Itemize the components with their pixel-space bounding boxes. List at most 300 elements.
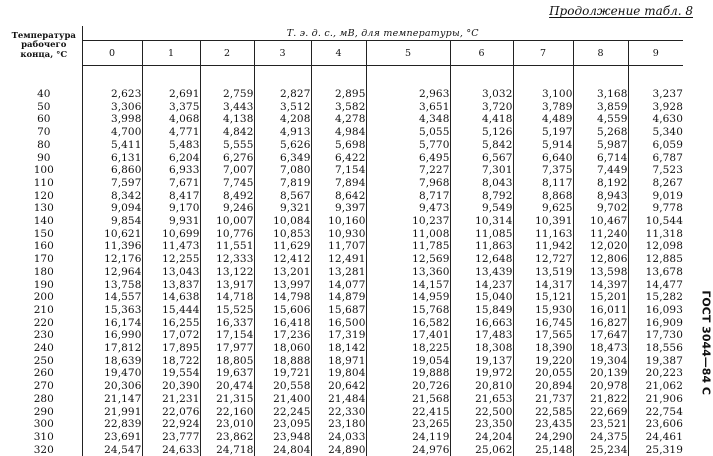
emf-value-cell: 21,737 <box>513 393 573 406</box>
emf-value-cell: 20,055 <box>513 367 573 380</box>
emf-value-cell: 7,007 <box>200 164 254 177</box>
emf-value-cell: 4,913 <box>254 126 311 139</box>
emf-value-cell: 25,148 <box>513 444 573 456</box>
emf-value-cell: 23,606 <box>628 418 683 431</box>
emf-value-cell: 25,319 <box>628 444 683 456</box>
table-row <box>6 367 683 380</box>
emf-value-cell: 18,225 <box>366 342 450 355</box>
emf-value-cell: 7,449 <box>573 164 628 177</box>
emf-value-cell: 5,340 <box>628 126 683 139</box>
row-temperature: 180 <box>6 266 82 279</box>
emf-value-cell: 6,131 <box>82 152 142 165</box>
emf-value-cell: 20,139 <box>573 367 628 380</box>
emf-value-cell: 10,237 <box>366 215 450 228</box>
emf-value-cell: 5,770 <box>366 139 450 152</box>
emf-value-cell: 15,687 <box>311 304 366 317</box>
emf-value-cell: 21,484 <box>311 393 366 406</box>
emf-value-cell: 16,093 <box>628 304 683 317</box>
row-temperature: 80 <box>6 139 82 152</box>
table-row <box>6 139 683 152</box>
emf-value-cell: 4,489 <box>513 113 573 126</box>
emf-value-cell: 4,630 <box>628 113 683 126</box>
column-header: 5 <box>366 41 450 66</box>
column-header-row <box>6 41 683 66</box>
emf-value-cell: 3,720 <box>450 101 513 114</box>
emf-value-cell: 12,255 <box>142 253 200 266</box>
emf-value-cell: 20,810 <box>450 380 513 393</box>
emf-value-cell: 12,412 <box>254 253 311 266</box>
emf-value-cell: 21,653 <box>450 393 513 406</box>
table-row <box>6 202 683 215</box>
emf-value-cell: 13,997 <box>254 279 311 292</box>
emf-value-cell: 20,726 <box>366 380 450 393</box>
emf-value-cell: 5,626 <box>254 139 311 152</box>
emf-value-cell: 24,461 <box>628 431 683 444</box>
emf-value-cell: 24,633 <box>142 444 200 456</box>
emf-value-cell: 16,663 <box>450 317 513 330</box>
row-temperature: 240 <box>6 342 82 355</box>
emf-value-cell: 5,126 <box>450 126 513 139</box>
emf-value-cell: 11,163 <box>513 228 573 241</box>
row-temperature: 160 <box>6 240 82 253</box>
emf-value-cell: 22,669 <box>573 406 628 419</box>
emf-value-cell: 7,154 <box>311 164 366 177</box>
column-header: 1 <box>142 41 200 66</box>
row-temperature: 110 <box>6 177 82 190</box>
emf-value-cell: 4,771 <box>142 126 200 139</box>
emf-value-cell: 18,473 <box>573 342 628 355</box>
emf-value-cell: 14,077 <box>311 279 366 292</box>
column-header: 7 <box>513 41 573 66</box>
emf-value-cell: 9,321 <box>254 202 311 215</box>
emf-value-cell: 11,785 <box>366 240 450 253</box>
emf-value-cell: 17,401 <box>366 329 450 342</box>
emf-value-cell: 22,754 <box>628 406 683 419</box>
emf-value-cell: 8,043 <box>450 177 513 190</box>
emf-value-cell: 17,565 <box>513 329 573 342</box>
emf-value-cell: 9,549 <box>450 202 513 215</box>
row-temperature: 120 <box>6 190 82 203</box>
table-row <box>6 253 683 266</box>
emf-value-cell: 23,010 <box>200 418 254 431</box>
row-header: Температура рабочего конца, °С <box>6 26 82 66</box>
emf-value-cell: 7,523 <box>628 164 683 177</box>
emf-value-cell: 6,714 <box>573 152 628 165</box>
emf-value-cell: 7,819 <box>254 177 311 190</box>
emf-value-cell: 13,519 <box>513 266 573 279</box>
emf-value-cell: 12,648 <box>450 253 513 266</box>
emf-value-cell: 10,007 <box>200 215 254 228</box>
emf-value-cell: 19,054 <box>366 355 450 368</box>
emf-value-cell: 5,197 <box>513 126 573 139</box>
emf-value-cell: 12,333 <box>200 253 254 266</box>
emf-value-cell: 14,879 <box>311 291 366 304</box>
emf-value-cell: 19,470 <box>82 367 142 380</box>
emf-value-cell: 6,860 <box>82 164 142 177</box>
emf-value-cell: 6,567 <box>450 152 513 165</box>
emf-value-cell: 11,707 <box>311 240 366 253</box>
emf-value-cell: 21,231 <box>142 393 200 406</box>
emf-value-cell: 20,642 <box>311 380 366 393</box>
emf-value-cell: 24,290 <box>513 431 573 444</box>
emf-value-cell: 14,317 <box>513 279 573 292</box>
emf-value-cell: 8,943 <box>573 190 628 203</box>
emf-value-cell: 9,094 <box>82 202 142 215</box>
row-temperature: 70 <box>6 126 82 139</box>
emf-value-cell: 18,639 <box>82 355 142 368</box>
table-row <box>6 126 683 139</box>
emf-value-cell: 12,098 <box>628 240 683 253</box>
emf-value-cell: 17,154 <box>200 329 254 342</box>
row-temperature: 250 <box>6 355 82 368</box>
emf-value-cell: 9,702 <box>573 202 628 215</box>
emf-value-cell: 3,998 <box>82 113 142 126</box>
column-header: 6 <box>450 41 513 66</box>
emf-value-cell: 17,072 <box>142 329 200 342</box>
emf-value-cell: 17,319 <box>311 329 366 342</box>
emf-value-cell: 17,483 <box>450 329 513 342</box>
emf-value-cell: 3,651 <box>366 101 450 114</box>
emf-value-cell: 10,391 <box>513 215 573 228</box>
emf-value-cell: 18,888 <box>254 355 311 368</box>
emf-value-cell: 13,043 <box>142 266 200 279</box>
row-temperature: 290 <box>6 406 82 419</box>
emf-value-cell: 23,777 <box>142 431 200 444</box>
emf-value-cell: 14,477 <box>628 279 683 292</box>
emf-value-cell: 21,822 <box>573 393 628 406</box>
table-row <box>6 342 683 355</box>
emf-value-cell: 24,375 <box>573 431 628 444</box>
emf-value-cell: 22,924 <box>142 418 200 431</box>
emf-value-cell: 18,556 <box>628 342 683 355</box>
emf-value-cell: 16,990 <box>82 329 142 342</box>
emf-value-cell: 4,208 <box>254 113 311 126</box>
emf-value-cell: 16,745 <box>513 317 573 330</box>
emf-value-cell: 4,559 <box>573 113 628 126</box>
table-row <box>6 444 683 456</box>
table-row <box>6 431 683 444</box>
emf-value-cell: 11,008 <box>366 228 450 241</box>
table-row <box>6 406 683 419</box>
emf-value-cell: 24,033 <box>311 431 366 444</box>
emf-value-cell: 14,959 <box>366 291 450 304</box>
emf-value-cell: 13,837 <box>142 279 200 292</box>
emf-value-cell: 10,084 <box>254 215 311 228</box>
emf-value-cell: 2,827 <box>254 88 311 101</box>
emf-value-cell: 21,906 <box>628 393 683 406</box>
emf-value-cell: 13,678 <box>628 266 683 279</box>
table-row <box>6 393 683 406</box>
emf-value-cell: 9,246 <box>200 202 254 215</box>
emf-value-cell: 4,984 <box>311 126 366 139</box>
emf-value-cell: 11,085 <box>450 228 513 241</box>
emf-value-cell: 10,776 <box>200 228 254 241</box>
emf-value-cell: 23,435 <box>513 418 573 431</box>
emf-value-cell: 7,745 <box>200 177 254 190</box>
emf-value-cell: 21,568 <box>366 393 450 406</box>
emf-value-cell: 24,547 <box>82 444 142 456</box>
emf-value-cell: 3,168 <box>573 88 628 101</box>
table-row <box>6 215 683 228</box>
emf-value-cell: 3,375 <box>142 101 200 114</box>
row-temperature: 170 <box>6 253 82 266</box>
emf-value-cell: 4,418 <box>450 113 513 126</box>
emf-value-cell: 7,375 <box>513 164 573 177</box>
emf-value-cell: 8,642 <box>311 190 366 203</box>
emf-value-cell: 19,220 <box>513 355 573 368</box>
table-body <box>6 66 683 456</box>
emf-value-cell: 23,095 <box>254 418 311 431</box>
emf-value-cell: 14,638 <box>142 291 200 304</box>
emf-value-cell: 2,963 <box>366 88 450 101</box>
emf-value-cell: 5,987 <box>573 139 628 152</box>
emf-value-cell: 10,160 <box>311 215 366 228</box>
emf-value-cell: 14,157 <box>366 279 450 292</box>
emf-value-cell: 3,237 <box>628 88 683 101</box>
emf-value-cell: 6,787 <box>628 152 683 165</box>
emf-value-cell: 4,348 <box>366 113 450 126</box>
emf-value-cell: 16,418 <box>254 317 311 330</box>
emf-value-cell: 8,192 <box>573 177 628 190</box>
emf-value-cell: 19,387 <box>628 355 683 368</box>
table-row <box>6 177 683 190</box>
emf-value-cell: 19,972 <box>450 367 513 380</box>
emf-value-cell: 19,637 <box>200 367 254 380</box>
emf-value-cell: 9,397 <box>311 202 366 215</box>
emf-value-cell: 20,390 <box>142 380 200 393</box>
emf-value-cell: 3,582 <box>311 101 366 114</box>
emf-value-cell: 13,281 <box>311 266 366 279</box>
emf-value-cell: 12,727 <box>513 253 573 266</box>
table-row <box>6 164 683 177</box>
emf-value-cell: 19,721 <box>254 367 311 380</box>
emf-value-cell: 3,032 <box>450 88 513 101</box>
column-header: 9 <box>628 41 683 66</box>
emf-value-cell: 16,174 <box>82 317 142 330</box>
emf-value-cell: 8,117 <box>513 177 573 190</box>
emf-value-cell: 4,138 <box>200 113 254 126</box>
emf-value-cell: 23,350 <box>450 418 513 431</box>
emf-value-cell: 16,500 <box>311 317 366 330</box>
emf-value-cell: 13,917 <box>200 279 254 292</box>
emf-value-cell: 24,890 <box>311 444 366 456</box>
emf-value-cell: 12,806 <box>573 253 628 266</box>
emf-value-cell: 7,968 <box>366 177 450 190</box>
emf-value-cell: 4,842 <box>200 126 254 139</box>
emf-value-cell: 15,201 <box>573 291 628 304</box>
column-header: 2 <box>200 41 254 66</box>
emf-value-cell: 24,804 <box>254 444 311 456</box>
emf-value-cell: 21,400 <box>254 393 311 406</box>
emf-value-cell: 6,495 <box>366 152 450 165</box>
emf-value-cell: 17,730 <box>628 329 683 342</box>
table-row <box>6 317 683 330</box>
emf-value-cell: 9,778 <box>628 202 683 215</box>
emf-value-cell: 11,551 <box>200 240 254 253</box>
emf-value-cell: 22,839 <box>82 418 142 431</box>
emf-value-cell: 6,276 <box>200 152 254 165</box>
emf-value-cell: 8,567 <box>254 190 311 203</box>
emf-value-cell: 14,237 <box>450 279 513 292</box>
emf-value-cell: 18,390 <box>513 342 573 355</box>
emf-value-cell: 21,315 <box>200 393 254 406</box>
emf-value-cell: 25,062 <box>450 444 513 456</box>
table-row <box>6 418 683 431</box>
emf-value-cell: 13,360 <box>366 266 450 279</box>
emf-value-cell: 8,717 <box>366 190 450 203</box>
emf-value-cell: 8,792 <box>450 190 513 203</box>
table-row <box>6 240 683 253</box>
emf-value-cell: 16,255 <box>142 317 200 330</box>
emf-value-cell: 16,909 <box>628 317 683 330</box>
emf-value-cell: 2,691 <box>142 88 200 101</box>
row-temperature: 40 <box>6 88 82 101</box>
emf-value-cell: 2,759 <box>200 88 254 101</box>
emf-value-cell: 22,500 <box>450 406 513 419</box>
emf-value-cell: 23,265 <box>366 418 450 431</box>
emf-value-cell: 15,040 <box>450 291 513 304</box>
emf-value-cell: 16,827 <box>573 317 628 330</box>
emf-value-cell: 14,557 <box>82 291 142 304</box>
emf-value-cell: 11,629 <box>254 240 311 253</box>
row-temperature: 130 <box>6 202 82 215</box>
table-row <box>6 113 683 126</box>
emf-value-cell: 5,842 <box>450 139 513 152</box>
table-row <box>6 88 683 101</box>
emf-value-cell: 10,314 <box>450 215 513 228</box>
column-header: 3 <box>254 41 311 66</box>
emf-value-cell: 4,068 <box>142 113 200 126</box>
row-temperature: 270 <box>6 380 82 393</box>
emf-value-cell: 24,718 <box>200 444 254 456</box>
emf-value-cell: 15,768 <box>366 304 450 317</box>
emf-value-cell: 7,671 <box>142 177 200 190</box>
emf-value-cell: 16,011 <box>573 304 628 317</box>
emf-value-cell: 24,976 <box>366 444 450 456</box>
emf-value-cell: 9,854 <box>82 215 142 228</box>
row-temperature: 60 <box>6 113 82 126</box>
emf-value-cell: 12,885 <box>628 253 683 266</box>
emf-value-cell: 23,691 <box>82 431 142 444</box>
emf-value-cell: 20,978 <box>573 380 628 393</box>
emf-value-cell: 23,862 <box>200 431 254 444</box>
emf-value-cell: 20,894 <box>513 380 573 393</box>
row-temperature: 230 <box>6 329 82 342</box>
emf-value-cell: 22,160 <box>200 406 254 419</box>
emf-value-cell: 8,868 <box>513 190 573 203</box>
emf-value-cell: 9,170 <box>142 202 200 215</box>
emf-value-cell: 15,282 <box>628 291 683 304</box>
emf-value-cell: 13,439 <box>450 266 513 279</box>
emf-value-cell: 17,977 <box>200 342 254 355</box>
emf-value-cell: 12,964 <box>82 266 142 279</box>
emf-value-cell: 18,308 <box>450 342 513 355</box>
emf-value-cell: 18,805 <box>200 355 254 368</box>
emf-value-cell: 8,417 <box>142 190 200 203</box>
emf-value-cell: 4,278 <box>311 113 366 126</box>
emf-value-cell: 21,062 <box>628 380 683 393</box>
row-temperature: 210 <box>6 304 82 317</box>
table-row <box>6 228 683 241</box>
emf-value-cell: 12,176 <box>82 253 142 266</box>
emf-value-cell: 11,318 <box>628 228 683 241</box>
supra-header: Т. э. д. с., мВ, для температуры, °С <box>82 26 683 41</box>
emf-value-cell: 6,640 <box>513 152 573 165</box>
emf-value-cell: 6,349 <box>254 152 311 165</box>
emf-value-cell: 19,888 <box>366 367 450 380</box>
emf-value-cell: 15,930 <box>513 304 573 317</box>
emf-value-cell: 9,625 <box>513 202 573 215</box>
emf-value-cell: 6,059 <box>628 139 683 152</box>
emf-value-cell: 3,789 <box>513 101 573 114</box>
emf-value-cell: 14,397 <box>573 279 628 292</box>
emf-value-cell: 3,928 <box>628 101 683 114</box>
column-header: 4 <box>311 41 366 66</box>
table-row <box>6 380 683 393</box>
table-row <box>6 291 683 304</box>
emf-value-cell: 23,180 <box>311 418 366 431</box>
emf-value-cell: 21,147 <box>82 393 142 406</box>
emf-value-cell: 4,700 <box>82 126 142 139</box>
table-row <box>6 304 683 317</box>
emf-value-cell: 13,122 <box>200 266 254 279</box>
row-temperature: 260 <box>6 367 82 380</box>
emf-value-cell: 7,894 <box>311 177 366 190</box>
emf-value-cell: 18,971 <box>311 355 366 368</box>
table-row <box>6 190 683 203</box>
emf-value-cell: 5,268 <box>573 126 628 139</box>
emf-value-cell: 13,201 <box>254 266 311 279</box>
emf-value-cell: 10,930 <box>311 228 366 241</box>
emf-value-cell: 17,895 <box>142 342 200 355</box>
emf-value-cell: 23,521 <box>573 418 628 431</box>
table-row <box>6 355 683 368</box>
emf-value-cell: 20,306 <box>82 380 142 393</box>
emf-value-cell: 20,558 <box>254 380 311 393</box>
emf-value-cell: 13,598 <box>573 266 628 279</box>
emf-value-cell: 15,606 <box>254 304 311 317</box>
emf-value-cell: 12,491 <box>311 253 366 266</box>
emf-value-cell: 11,942 <box>513 240 573 253</box>
emf-value-cell: 2,623 <box>82 88 142 101</box>
emf-value-cell: 19,304 <box>573 355 628 368</box>
emf-value-cell: 14,798 <box>254 291 311 304</box>
row-temperature: 50 <box>6 101 82 114</box>
emf-value-cell: 5,055 <box>366 126 450 139</box>
emf-value-cell: 3,306 <box>82 101 142 114</box>
emf-value-cell: 22,076 <box>142 406 200 419</box>
emf-value-cell: 17,812 <box>82 342 142 355</box>
emf-value-cell: 18,060 <box>254 342 311 355</box>
emf-value-cell: 3,512 <box>254 101 311 114</box>
emf-value-cell: 3,100 <box>513 88 573 101</box>
table-row <box>6 279 683 292</box>
emf-value-cell: 20,223 <box>628 367 683 380</box>
emf-value-cell: 10,621 <box>82 228 142 241</box>
emf-value-cell: 17,236 <box>254 329 311 342</box>
emf-value-cell: 10,699 <box>142 228 200 241</box>
emf-value-cell: 20,474 <box>200 380 254 393</box>
table-row <box>6 266 683 279</box>
emf-value-cell: 12,020 <box>573 240 628 253</box>
emf-value-cell: 8,342 <box>82 190 142 203</box>
emf-value-cell: 10,544 <box>628 215 683 228</box>
row-temperature: 100 <box>6 164 82 177</box>
row-temperature: 280 <box>6 393 82 406</box>
row-temperature: 140 <box>6 215 82 228</box>
emf-value-cell: 11,863 <box>450 240 513 253</box>
emf-value-cell: 2,895 <box>311 88 366 101</box>
